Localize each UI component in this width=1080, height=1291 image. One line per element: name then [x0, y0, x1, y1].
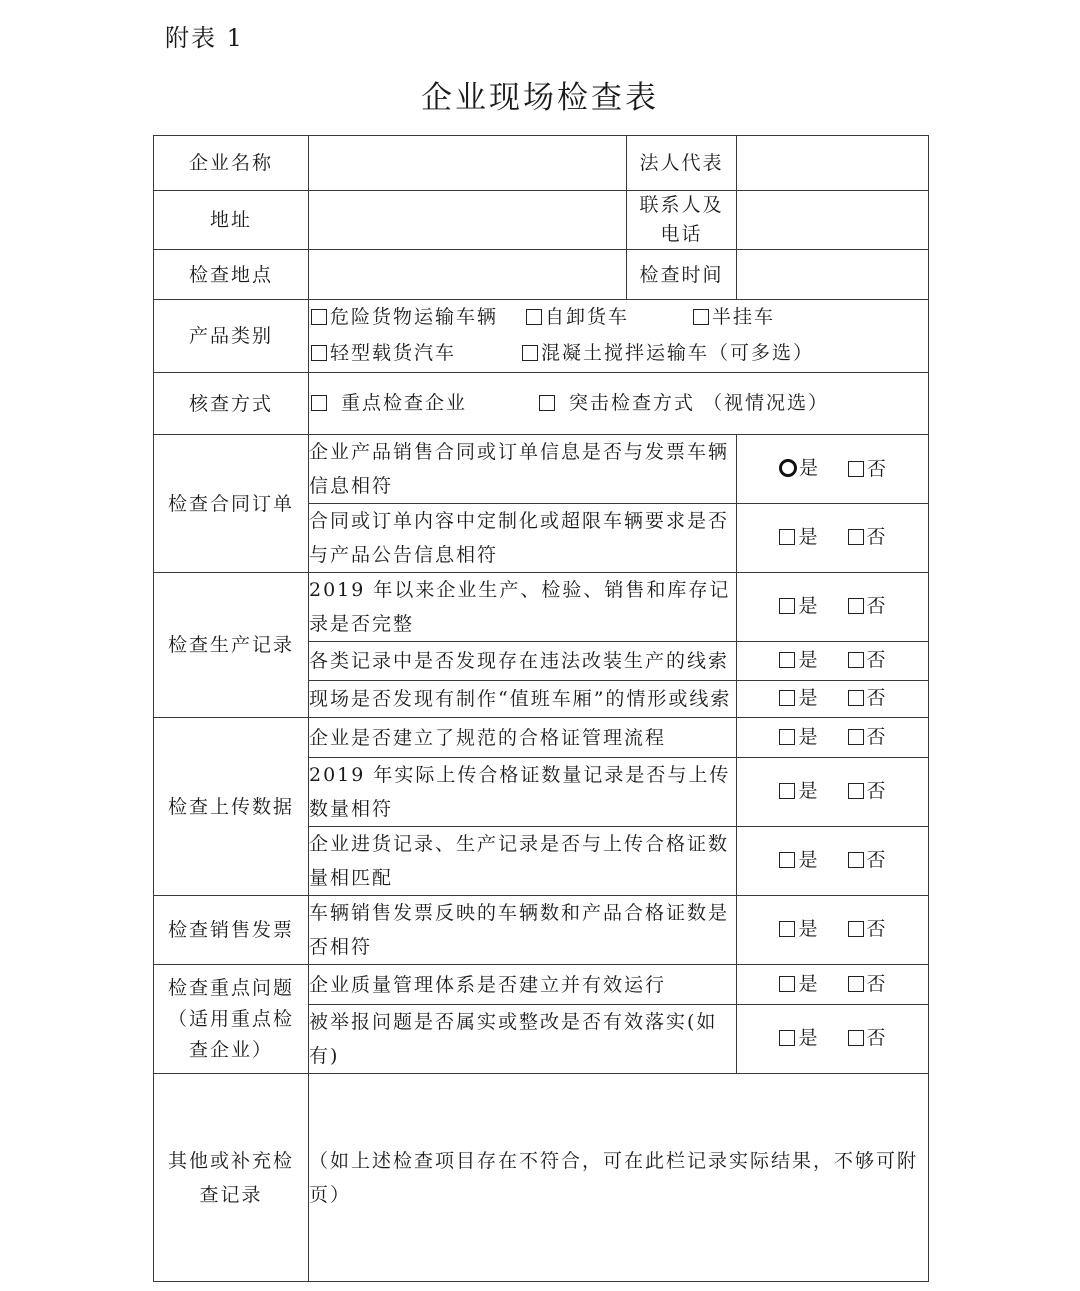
- checkbox-icon: [848, 461, 864, 477]
- section-label: [154, 965, 309, 1074]
- answer-yes-option[interactable]: [777, 1021, 819, 1055]
- answer-yes-label: 是: [798, 526, 820, 548]
- section-label-line: 检查重点问题: [167, 976, 294, 999]
- checkbox-icon: [848, 529, 864, 545]
- answer-yes-option[interactable]: [777, 912, 819, 946]
- answer-no-option[interactable]: [846, 720, 888, 754]
- answer-no-label: 否: [866, 595, 888, 617]
- contact-label: [627, 191, 737, 250]
- check-question: 企业质量管理体系是否建立并有效运行: [309, 965, 737, 1005]
- option-label: 混凝土搅拌运输车（可多选）: [541, 342, 815, 364]
- option-label: 重点检查企业: [341, 391, 468, 414]
- answer-yes-option[interactable]: [777, 774, 819, 808]
- answer-no-option[interactable]: [846, 520, 888, 554]
- legal-rep-label: 法人代表: [627, 136, 737, 191]
- check-row: [154, 718, 929, 758]
- option-label: 轻型载货汽车: [330, 342, 457, 364]
- checkbox-icon: [848, 598, 864, 614]
- check-question: 合同或订单内容中定制化或超限车辆要求是否与产品公告信息相符: [309, 504, 737, 573]
- checkbox-icon: [526, 309, 542, 325]
- checkbox-icon: [848, 921, 864, 937]
- other-note: （如上述检查项目存在不符合，可在此栏记录实际结果，不够可附页）: [309, 1149, 919, 1206]
- answer-yes-label: 是: [798, 918, 820, 940]
- inspect-place-field[interactable]: [309, 250, 627, 300]
- check-question: 2019 年实际上传合格证数量记录是否与上传数量相符: [309, 758, 737, 827]
- answer-yes-option[interactable]: [777, 843, 819, 877]
- checkbox-icon: [693, 309, 709, 325]
- answer-no-label: 否: [866, 849, 888, 871]
- answer-no-label: 否: [866, 1027, 888, 1049]
- check-question: 被举报问题是否属实或整改是否有效落实(如有): [309, 1005, 737, 1074]
- check-question: 2019 年以来企业生产、检验、销售和库存记录是否完整: [309, 573, 737, 642]
- checkbox-icon: [848, 976, 864, 992]
- answer-no-label: 否: [866, 780, 888, 802]
- answer-cell: [737, 965, 929, 1005]
- product-option[interactable]: [309, 300, 498, 334]
- page-title: 企业现场检查表: [421, 80, 659, 116]
- answer-no-label: 否: [866, 649, 888, 671]
- check-question: 现场是否发现有制作“值班车厢”的情形或线索: [309, 681, 737, 718]
- checkbox-icon: [779, 783, 795, 799]
- answer-cell: [737, 435, 929, 504]
- section-label-line: 检查生产记录: [167, 634, 294, 656]
- contact-label-line: 联系人及: [639, 194, 724, 216]
- answer-no-option[interactable]: [846, 774, 888, 808]
- checkbox-icon: [779, 529, 795, 545]
- check-question: 企业是否建立了规范的合格证管理流程: [309, 718, 737, 758]
- checkbox-icon: [779, 1030, 795, 1046]
- row-place: [154, 250, 929, 300]
- checkbox-icon: [848, 690, 864, 706]
- checkbox-icon: [779, 852, 795, 868]
- answer-yes-label: 是: [798, 649, 820, 671]
- inspect-time-label: 检查时间: [627, 250, 737, 300]
- other-label-line: 其他或补充检: [167, 1149, 294, 1172]
- annex-label: 附表 1: [165, 24, 244, 52]
- company-name-field[interactable]: [309, 136, 627, 191]
- answer-no-option[interactable]: [846, 589, 888, 623]
- answer-yes-label: 是: [798, 725, 820, 748]
- product-options: [309, 300, 929, 373]
- answer-no-option[interactable]: [846, 452, 888, 486]
- check-row: [154, 435, 929, 504]
- answer-yes-option[interactable]: [777, 720, 819, 754]
- answer-cell: [737, 573, 929, 642]
- method-options: [309, 373, 929, 435]
- answer-no-option[interactable]: [846, 1021, 888, 1055]
- other-label: [154, 1074, 309, 1282]
- contact-field[interactable]: [737, 191, 929, 250]
- address-label: 地址: [154, 191, 309, 250]
- check-question: 企业产品销售合同或订单信息是否与发票车辆信息相符: [309, 435, 737, 504]
- option-label: 危险货物运输车辆: [330, 306, 499, 328]
- checkbox-icon: [539, 395, 555, 411]
- checkbox-icon: [848, 783, 864, 799]
- option-label: 自卸货车: [545, 306, 630, 328]
- company-name-label: 企业名称: [154, 136, 309, 191]
- section-label-line: 查企业）: [188, 1038, 273, 1061]
- answer-no-label: 否: [866, 526, 888, 548]
- checkbox-icon: [848, 1030, 864, 1046]
- answer-no-option[interactable]: [846, 843, 888, 877]
- address-field[interactable]: [309, 191, 627, 250]
- answer-cell: [737, 896, 929, 965]
- contact-label-line: 电话: [660, 223, 703, 245]
- method-option[interactable]: [537, 386, 829, 420]
- checkbox-icon: [779, 976, 795, 992]
- answer-no-label: 否: [866, 725, 888, 748]
- check-row: [154, 965, 929, 1005]
- section-label-line: 检查销售发票: [167, 919, 294, 941]
- checkbox-icon: [522, 345, 538, 361]
- answer-yes-label: 是: [798, 972, 820, 995]
- section-label: [154, 435, 309, 573]
- answer-no-option[interactable]: [846, 967, 888, 1001]
- product-option[interactable]: [520, 336, 814, 370]
- checkbox-icon: [779, 652, 795, 668]
- other-remark-field[interactable]: [309, 1074, 929, 1282]
- method-option[interactable]: [309, 386, 467, 420]
- answer-cell: [737, 1005, 929, 1074]
- section-label: [154, 896, 309, 965]
- checkbox-icon: [848, 652, 864, 668]
- answer-yes-option[interactable]: [777, 451, 820, 485]
- answer-yes-option[interactable]: [777, 681, 819, 715]
- section-label: [154, 573, 309, 718]
- inspection-form: [153, 135, 929, 1282]
- row-other: [154, 1074, 929, 1282]
- check-question: 企业进货记录、生产记录是否与上传合格证数量相匹配: [309, 827, 737, 896]
- checkbox-icon: [311, 395, 327, 411]
- check-question: 车辆销售发票反映的车辆数和产品合格证数是否相符: [309, 896, 737, 965]
- method-label: 核查方式: [154, 373, 309, 435]
- answer-no-option[interactable]: [846, 643, 888, 677]
- check-row: [154, 896, 929, 965]
- answer-no-label: 否: [866, 687, 888, 709]
- answer-yes-option[interactable]: [777, 589, 819, 623]
- product-option[interactable]: [309, 336, 456, 370]
- section-label-line: 检查上传数据: [167, 795, 294, 818]
- answer-cell: [737, 504, 929, 573]
- answer-no-label: 否: [866, 918, 888, 940]
- checkbox-icon: [779, 921, 795, 937]
- legal-rep-field[interactable]: [737, 136, 929, 191]
- row-address: [154, 191, 929, 250]
- row-product: [154, 300, 929, 373]
- answer-no-label: 否: [867, 457, 889, 480]
- other-label-line: 查记录: [199, 1183, 263, 1206]
- answer-yes-label: 是: [798, 456, 820, 479]
- checkbox-icon: [779, 690, 795, 706]
- checkbox-icon: [311, 309, 327, 325]
- radio-selected-icon: [779, 459, 797, 477]
- answer-yes-label: 是: [798, 1027, 820, 1049]
- section-label: [154, 718, 309, 896]
- checkbox-icon: [311, 345, 327, 361]
- checkbox-icon: [779, 729, 795, 745]
- answer-no-option[interactable]: [846, 912, 888, 946]
- answer-cell: [737, 758, 929, 827]
- product-label: 产品类别: [154, 300, 309, 373]
- answer-no-option[interactable]: [846, 681, 888, 715]
- product-option[interactable]: [524, 300, 629, 334]
- answer-yes-option[interactable]: [777, 520, 819, 554]
- answer-yes-label: 是: [798, 687, 820, 709]
- answer-cell: [737, 681, 929, 718]
- answer-yes-label: 是: [798, 780, 820, 802]
- checkbox-icon: [848, 852, 864, 868]
- option-label: 突击检查方式 （视情况选）: [569, 391, 830, 414]
- answer-yes-label: 是: [798, 849, 820, 871]
- check-row: [154, 573, 929, 642]
- inspect-place-label: 检查地点: [154, 250, 309, 300]
- answer-yes-label: 是: [798, 595, 820, 617]
- product-option[interactable]: [691, 300, 775, 334]
- row-method: [154, 373, 929, 435]
- checkbox-icon: [779, 598, 795, 614]
- row-company: [154, 136, 929, 191]
- option-label: 半挂车: [712, 306, 776, 328]
- answer-cell: [737, 642, 929, 681]
- inspect-time-field[interactable]: [737, 250, 929, 300]
- answer-yes-option[interactable]: [777, 643, 819, 677]
- answer-cell: [737, 718, 929, 758]
- section-label-line: 检查合同订单: [167, 492, 294, 515]
- answer-yes-option[interactable]: [777, 967, 819, 1001]
- answer-cell: [737, 827, 929, 896]
- checkbox-icon: [848, 729, 864, 745]
- check-question: 各类记录中是否发现存在违法改装生产的线索: [309, 642, 737, 681]
- section-label-line: （适用重点检: [167, 1007, 294, 1030]
- answer-no-label: 否: [866, 972, 888, 995]
